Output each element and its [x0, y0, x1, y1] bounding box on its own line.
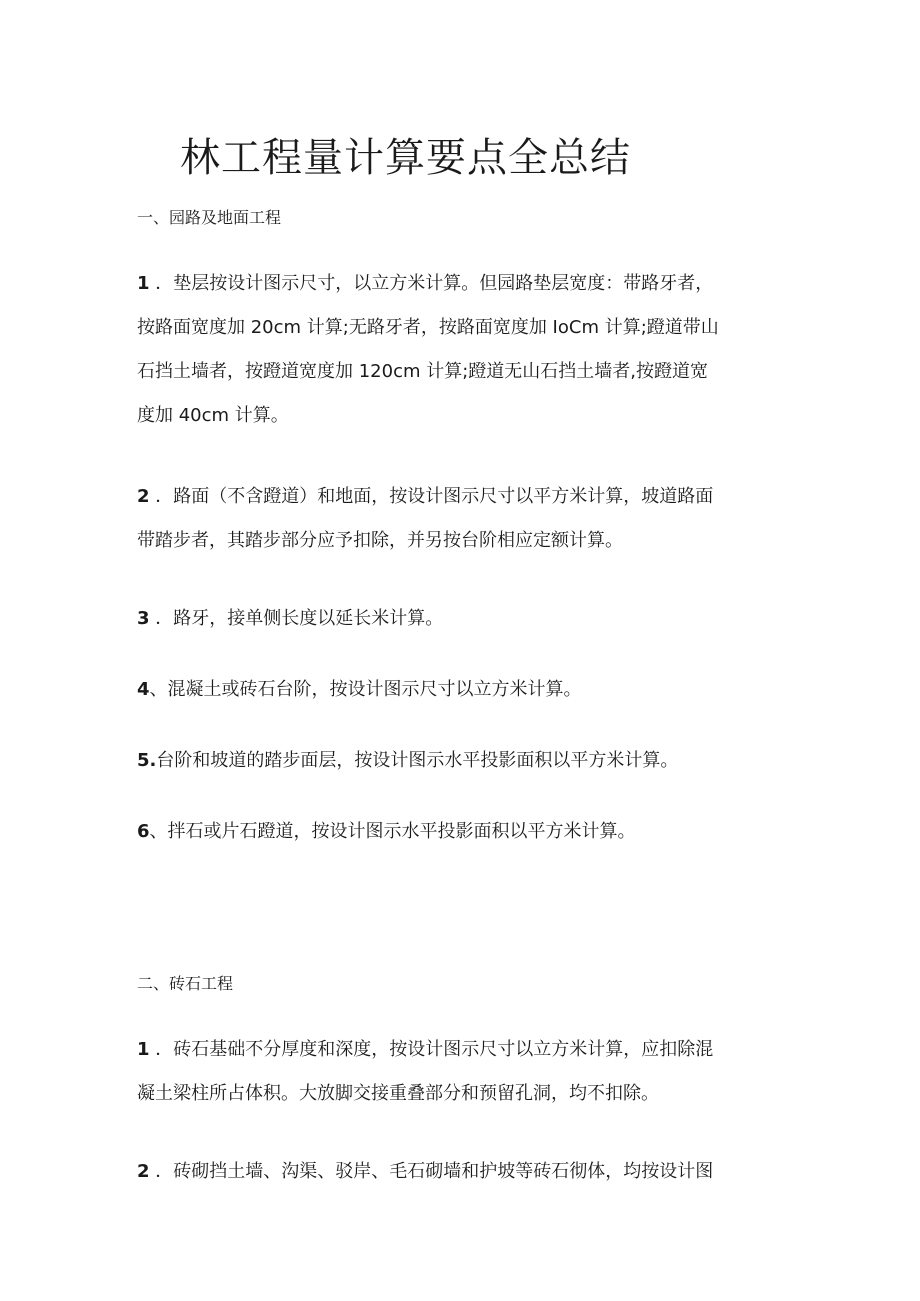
item-number: 1 — [137, 273, 150, 294]
paragraph-item — [137, 668, 797, 712]
item-number: 2 — [137, 1161, 150, 1182]
item-separator: ． — [149, 608, 174, 629]
item-separator: ． — [149, 1161, 174, 1182]
paragraph-line: 石挡土墙者，按蹬道宽度加 120cm 计算;蹬道无山石挡土墙者,按蹬道宽 — [137, 361, 709, 382]
paragraph-item — [137, 475, 797, 563]
paragraph-line: 度加 40cm 计算。 — [137, 405, 289, 426]
item-number: 4 — [137, 679, 150, 700]
item-separator: ． — [149, 273, 174, 294]
document-title: 林工程量计算要点全总结 — [180, 135, 631, 181]
paragraph-line: 带踏步者，其踏步部分应予扣除，并另按台阶相应定额计算。 — [137, 530, 623, 551]
paragraph-line — [137, 668, 797, 712]
paragraph-item — [137, 1028, 797, 1116]
item-number: 1 — [137, 1039, 150, 1060]
paragraph-item — [137, 1150, 797, 1194]
item-number: 2 — [137, 486, 150, 507]
paragraph-line — [137, 739, 797, 783]
paragraph-line — [137, 262, 797, 306]
line-text: 拌石或片石蹬道，按设计图示水平投影面积以平方米计算。 — [167, 821, 636, 842]
item-separator: ． — [149, 1039, 174, 1060]
section-heading: 二、砖石工程 — [137, 974, 234, 993]
line-text: 路面（不含蹬道）和地面，按设计图示尺寸以平方米计算，坡道路面 — [173, 486, 714, 507]
line-text: 混凝土或砖石台阶，按设计图示尺寸以立方米计算。 — [167, 679, 582, 700]
paragraph-item — [137, 597, 797, 641]
paragraph-line — [137, 1028, 797, 1072]
line-text: 垫层按设计图示尺寸，以立方米计算。但园路垫层宽度：带路牙者， — [173, 273, 714, 294]
paragraph-line: 按路面宽度加 20cm 计算;无路牙者，按路面宽度加 IoCm 计算;蹬道带山 — [137, 317, 719, 338]
paragraph-line — [137, 475, 797, 519]
item-separator: 、 — [149, 679, 168, 700]
line-text: 台阶和坡道的踏步面层，按设计图示水平投影面积以平方米计算。 — [156, 750, 679, 771]
item-number: 6 — [137, 821, 150, 842]
line-text: 路牙，接单侧长度以延长米计算。 — [173, 608, 444, 629]
item-separator: 、 — [149, 821, 168, 842]
item-number: 3 — [137, 608, 150, 629]
paragraph-item — [137, 739, 797, 783]
section-heading: 一、园路及地面工程 — [137, 208, 282, 227]
line-text: 砖石基础不分厚度和深度，按设计图示尺寸以立方米计算，应扣除混 — [173, 1039, 714, 1060]
item-number: 5. — [137, 750, 157, 771]
paragraph-item — [137, 262, 797, 438]
paragraph-item — [137, 810, 797, 854]
paragraph-line: 凝土梁柱所占体积。大放脚交接重叠部分和预留孔洞，均不扣除。 — [137, 1083, 659, 1104]
line-text: 砖砌挡土墙、沟渠、驳岸、毛石砌墙和护坡等砖石彻体，均按设计图 — [173, 1161, 714, 1182]
item-separator: ． — [149, 486, 174, 507]
paragraph-line — [137, 1150, 797, 1194]
paragraph-line — [137, 597, 797, 641]
paragraph-line — [137, 810, 797, 854]
